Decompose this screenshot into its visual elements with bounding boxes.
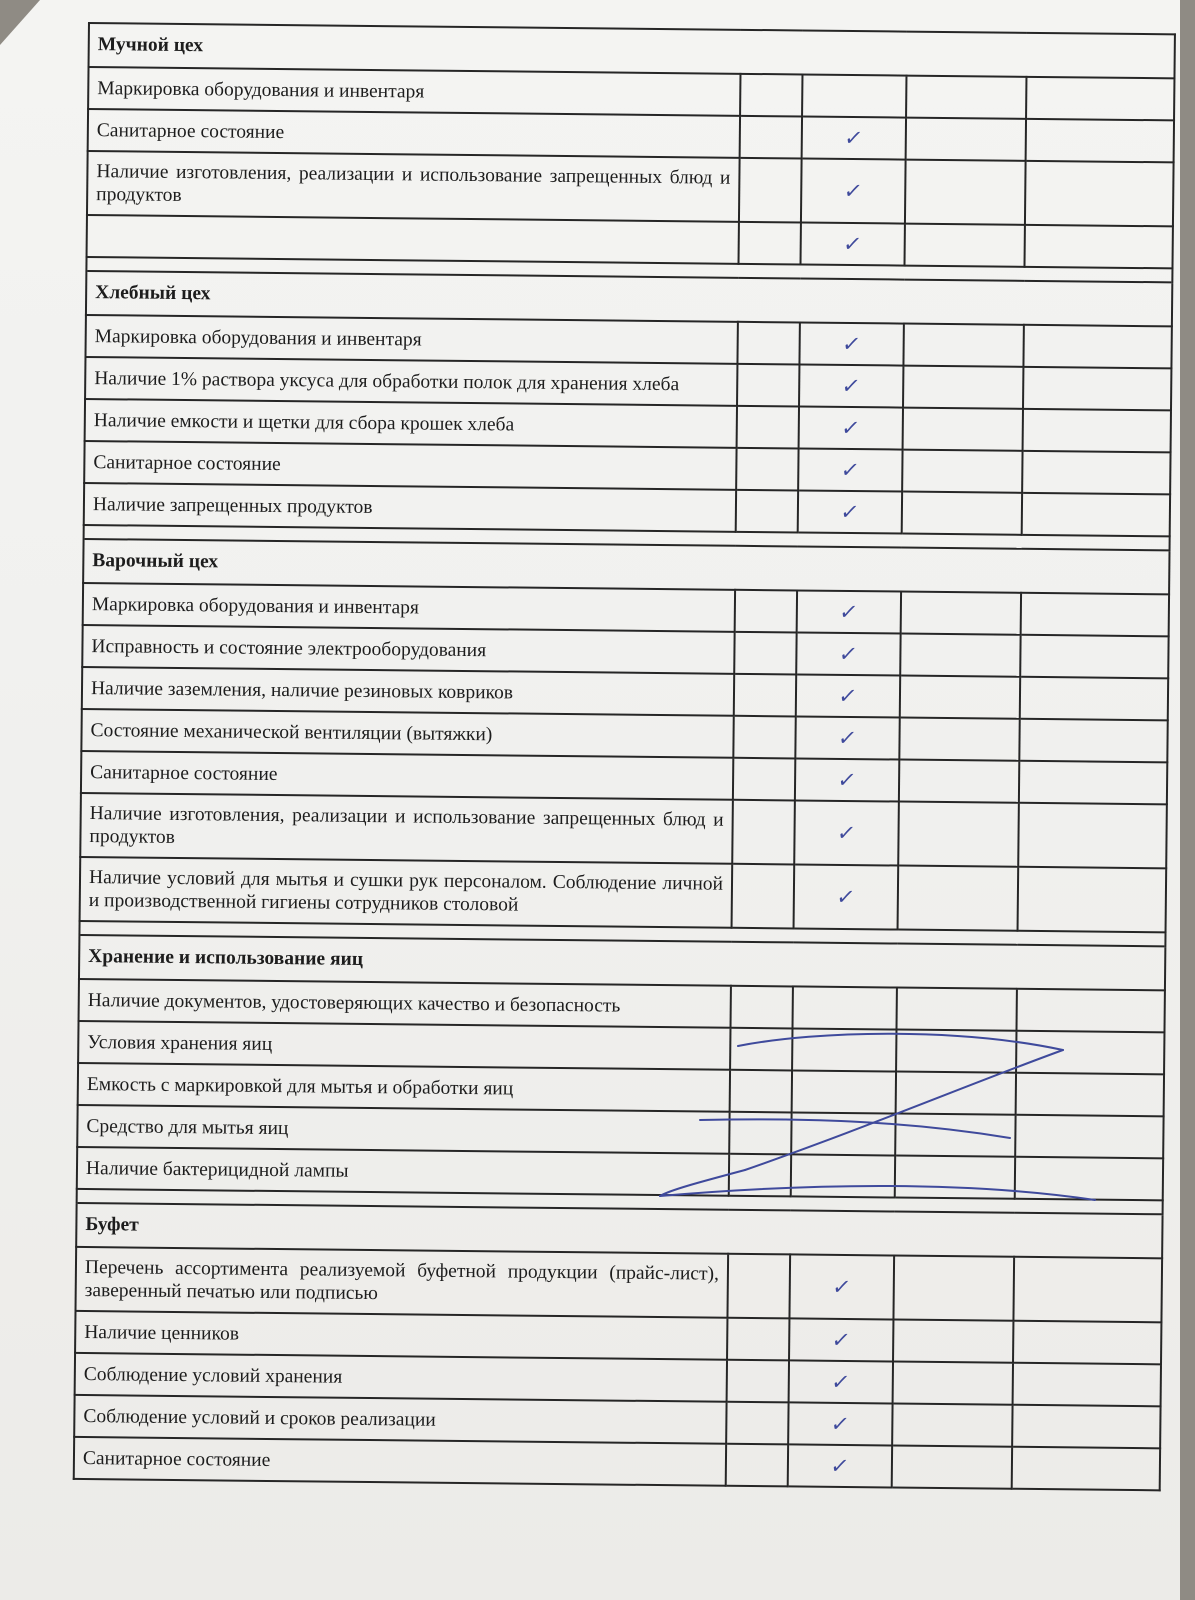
mark-cell[interactable] <box>736 448 798 491</box>
mark-cell[interactable] <box>735 590 797 633</box>
mark-cell[interactable] <box>902 450 1022 493</box>
mark-cell[interactable] <box>727 1360 789 1403</box>
mark-cell[interactable] <box>899 718 1019 761</box>
mark-cell[interactable] <box>737 322 799 365</box>
mark-cell[interactable] <box>794 864 899 929</box>
section-title: Мучной цех <box>89 23 1175 78</box>
mark-cell[interactable] <box>1013 1363 1161 1407</box>
mark-cell[interactable] <box>731 986 793 1029</box>
mark-cell[interactable] <box>1022 493 1170 537</box>
mark-cell[interactable] <box>795 716 899 759</box>
checkmark-icon: ✓ <box>840 331 863 356</box>
mark-cell[interactable] <box>792 986 896 1029</box>
mark-cell[interactable] <box>740 116 802 159</box>
checklist-row <box>80 857 1167 932</box>
mark-cell[interactable] <box>896 988 1016 1031</box>
mark-cell[interactable] <box>893 1320 1013 1363</box>
checkmark-icon: ✓ <box>829 1369 852 1394</box>
mark-cell[interactable] <box>799 406 903 449</box>
mark-cell[interactable] <box>1023 409 1171 453</box>
mark-cell[interactable] <box>802 116 906 159</box>
mark-cell[interactable] <box>788 1402 892 1445</box>
mark-cell[interactable] <box>895 1114 1015 1157</box>
mark-cell[interactable] <box>1013 1257 1162 1323</box>
mark-cell[interactable] <box>732 800 795 865</box>
checkmark-icon: ✓ <box>830 1274 853 1299</box>
criterion-label: Наличие изготовления, реализации и использование запрещенных блюд и продуктов <box>80 793 733 864</box>
mark-cell[interactable] <box>1015 1157 1163 1201</box>
criterion-label: Наличие 1% раствора уксуса для обработки полок для хранения хлеба <box>85 357 737 406</box>
checkmark-icon: ✓ <box>829 1411 852 1436</box>
mark-cell[interactable] <box>734 632 796 675</box>
checkmark-icon: ✓ <box>840 373 863 398</box>
mark-cell[interactable] <box>802 74 906 117</box>
mark-cell[interactable] <box>900 634 1020 677</box>
mark-cell[interactable] <box>733 716 795 759</box>
mark-cell[interactable] <box>1022 451 1170 495</box>
mark-cell[interactable] <box>906 76 1026 119</box>
criterion-label: Маркировка оборудования и инвентаря <box>85 315 737 364</box>
criterion-label: Наличие документов, удостоверяющих качество и безопасность <box>79 979 731 1028</box>
mark-cell[interactable] <box>737 364 799 407</box>
mark-cell[interactable] <box>1013 1321 1161 1365</box>
mark-cell[interactable] <box>796 632 900 675</box>
mark-cell[interactable] <box>906 118 1026 161</box>
criterion-label: Соблюдение условий и сроков реализации <box>74 1395 726 1444</box>
mark-cell[interactable] <box>789 1254 894 1319</box>
criterion-label: Санитарное состояние <box>84 441 736 490</box>
mark-cell[interactable] <box>734 674 796 717</box>
checkmark-icon: ✓ <box>830 1327 853 1352</box>
mark-cell[interactable] <box>896 1030 1016 1073</box>
criterion-label: Соблюдение условий хранения <box>75 1353 727 1402</box>
mark-cell[interactable] <box>1020 635 1168 679</box>
mark-cell[interactable] <box>905 160 1026 225</box>
criterion-label: Условия хранения яиц <box>78 1021 730 1070</box>
criterion-label: Наличие условий для мытья и сушки рук персоналом. Соблюдение личной и производственной гигиены сотрудников столовой <box>80 857 733 928</box>
criterion-label: Средство для мытья яиц <box>77 1105 729 1154</box>
mark-cell[interactable] <box>892 1445 1012 1488</box>
criterion-label: Наличие заземления, наличие резиновых ковриков <box>82 667 734 716</box>
criterion-label: Емкость с маркировкой для мытья и обработки яиц <box>78 1063 730 1112</box>
mark-cell[interactable] <box>798 490 902 533</box>
mark-cell[interactable] <box>1023 367 1171 411</box>
criterion-label: Санитарное состояние <box>81 751 733 800</box>
mark-cell[interactable] <box>1026 119 1174 163</box>
mark-cell[interactable] <box>740 74 802 117</box>
criterion-label: Санитарное состояние <box>74 1437 726 1486</box>
checkmark-icon: ✓ <box>838 499 861 524</box>
mark-cell[interactable] <box>1025 161 1174 227</box>
criterion-label: Наличие бактерицидной лампы <box>77 1147 729 1196</box>
mark-cell[interactable] <box>893 1256 1014 1321</box>
checkmark-icon: ✓ <box>842 125 865 150</box>
mark-cell[interactable] <box>792 1070 896 1113</box>
mark-cell[interactable] <box>789 1318 893 1361</box>
mark-cell[interactable] <box>903 366 1023 409</box>
mark-cell[interactable] <box>726 1402 788 1445</box>
criterion-label: Наличие емкости и щетки для сбора крошек хлеба <box>85 399 737 448</box>
section-title: Хлебный цех <box>86 271 1172 326</box>
mark-cell[interactable] <box>1019 719 1167 763</box>
mark-cell[interactable] <box>895 1156 1015 1199</box>
mark-cell[interactable] <box>795 758 899 801</box>
mark-cell[interactable] <box>794 800 899 865</box>
mark-cell[interactable] <box>800 222 904 265</box>
mark-cell[interactable] <box>727 1318 789 1361</box>
checkmark-icon: ✓ <box>839 457 862 482</box>
section-title: Варочный цех <box>83 539 1169 594</box>
criterion-label: Маркировка оборудования и инвентаря <box>83 583 735 632</box>
mark-cell[interactable] <box>1016 1073 1164 1117</box>
criterion-label: Наличие изготовления, реализации и использование запрещенных блюд и продуктов <box>87 151 740 222</box>
mark-cell[interactable] <box>892 1404 1012 1447</box>
mark-cell[interactable] <box>792 1028 896 1071</box>
mark-cell[interactable] <box>799 364 903 407</box>
mark-cell[interactable] <box>1018 867 1167 933</box>
criterion-label: Исправность и состояние электрооборудования <box>82 625 734 674</box>
mark-cell[interactable] <box>898 866 1019 931</box>
mark-cell[interactable] <box>801 158 906 223</box>
mark-cell[interactable] <box>732 864 795 929</box>
mark-cell[interactable] <box>799 322 903 365</box>
mark-cell[interactable] <box>893 1362 1013 1405</box>
checkmark-icon: ✓ <box>834 884 857 909</box>
mark-cell[interactable] <box>736 490 798 533</box>
mark-cell[interactable] <box>796 674 900 717</box>
checkmark-icon: ✓ <box>836 683 860 708</box>
criterion-label: Маркировка оборудования и инвентаря <box>88 67 740 116</box>
checkmark-icon: ✓ <box>828 1453 851 1478</box>
mark-cell[interactable] <box>726 1444 788 1487</box>
mark-cell[interactable] <box>791 1112 895 1155</box>
mark-cell[interactable] <box>898 802 1019 867</box>
mark-cell[interactable] <box>903 408 1023 451</box>
checkmark-icon: ✓ <box>841 231 864 256</box>
section-title: Хранение и использование яиц <box>79 935 1165 990</box>
mark-cell[interactable] <box>730 1070 792 1113</box>
mark-cell[interactable] <box>797 590 901 633</box>
checkmark-icon: ✓ <box>835 820 858 845</box>
checkmark-icon: ✓ <box>836 767 859 792</box>
mark-cell[interactable] <box>902 492 1022 535</box>
checkmark-icon: ✓ <box>842 178 865 203</box>
criterion-label: Состояние механической вентиляции (вытяжки) <box>81 709 733 758</box>
mark-cell[interactable] <box>739 222 801 265</box>
mark-cell[interactable] <box>1016 1031 1164 1075</box>
mark-cell[interactable] <box>1023 325 1171 369</box>
mark-cell[interactable] <box>1021 593 1169 637</box>
mark-cell[interactable] <box>730 1028 792 1071</box>
checklist-page <box>73 22 1174 1491</box>
section-title: Буфет <box>76 1203 1162 1258</box>
mark-cell[interactable] <box>1018 803 1167 869</box>
mark-cell[interactable] <box>739 158 802 223</box>
mark-cell[interactable] <box>1012 1447 1160 1491</box>
mark-cell[interactable] <box>903 324 1023 367</box>
checklist-row <box>87 151 1174 226</box>
mark-cell[interactable] <box>729 1154 791 1197</box>
mark-cell[interactable] <box>1026 77 1174 121</box>
mark-cell[interactable] <box>789 1360 893 1403</box>
mark-cell[interactable] <box>1019 761 1167 805</box>
mark-cell[interactable] <box>788 1444 892 1487</box>
mark-cell[interactable] <box>904 224 1024 267</box>
checkmark-icon: ✓ <box>837 641 860 666</box>
mark-cell[interactable] <box>798 448 902 491</box>
mark-cell[interactable] <box>1024 225 1172 269</box>
mark-cell[interactable] <box>733 758 795 801</box>
mark-cell[interactable] <box>791 1154 895 1197</box>
checkmark-icon: ✓ <box>837 599 860 624</box>
checklist-row <box>76 1247 1163 1322</box>
mark-cell[interactable] <box>899 760 1019 803</box>
checklist-body <box>74 23 1175 1490</box>
criterion-label <box>87 215 739 264</box>
mark-cell[interactable] <box>1012 1405 1160 1449</box>
mark-cell[interactable] <box>727 1254 790 1319</box>
checkmark-icon: ✓ <box>836 725 859 750</box>
mark-cell[interactable] <box>729 1112 791 1155</box>
checklist-row <box>80 793 1167 868</box>
criterion-label: Санитарное состояние <box>88 109 740 158</box>
mark-cell[interactable] <box>1020 677 1168 721</box>
mark-cell[interactable] <box>1016 989 1164 1033</box>
criterion-label: Наличие запрещенных продуктов <box>84 483 736 532</box>
checkmark-icon: ✓ <box>839 415 862 440</box>
mark-cell[interactable] <box>901 592 1021 635</box>
mark-cell[interactable] <box>737 406 799 449</box>
criterion-label: Перечень ассортимента реализуемой буфетной продукции (прайс-лист), заверенный печатью или подписью <box>76 1247 729 1318</box>
criterion-label: Наличие ценников <box>75 1311 727 1360</box>
mark-cell[interactable] <box>1015 1115 1163 1159</box>
mark-cell[interactable] <box>900 676 1020 719</box>
checklist-table <box>73 22 1176 1491</box>
mark-cell[interactable] <box>896 1072 1016 1115</box>
